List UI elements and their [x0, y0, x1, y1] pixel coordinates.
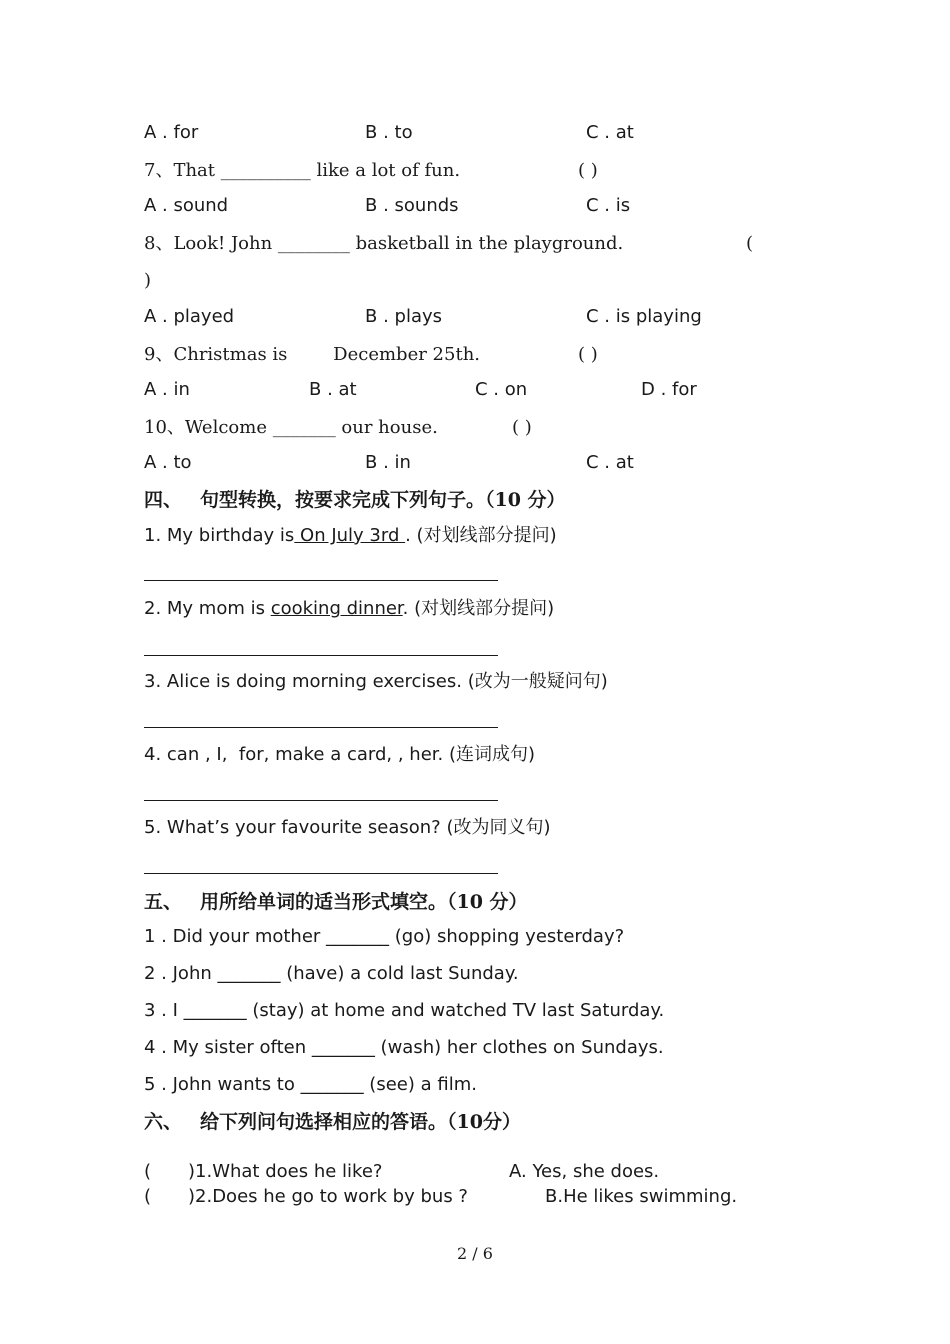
section4-heading: [144, 489, 566, 511]
q10-option-b: B . in: [365, 452, 411, 473]
q7-stem: 7、That __________ like a lot of fun.: [144, 160, 461, 181]
q9-answer-paren: ( ): [578, 344, 598, 365]
s4-item-2-instruction: . (对划线部分提问): [402, 598, 555, 619]
s4-item-4: 4. can , I, for, make a card, , her. (连词成句): [144, 744, 535, 765]
section5-title: 用所给单词的适当形式填空。（10 分）: [200, 891, 528, 913]
q6-option-c: C . at: [586, 122, 634, 143]
q8-paren-close: ): [144, 270, 152, 291]
s4-item-1-underlined: On July 3rd: [294, 525, 406, 546]
s5-item-5: 5 . John wants to _______ (see) a film.: [144, 1074, 477, 1095]
s5-item-1: 1 . Did your mother _______ (go) shopping yesterday?: [144, 926, 625, 947]
s5-item-3: 3 . I _______ (stay) at home and watched TV last Saturday.: [144, 1000, 665, 1021]
s4-item-1: [144, 525, 557, 547]
section6-heading: [144, 1111, 521, 1133]
s4-answer-line-5[interactable]: [144, 873, 498, 874]
s6-item-2-question: )2.Does he go to work by bus ?: [188, 1186, 468, 1207]
q6-option-b: B . to: [365, 122, 413, 143]
q7-option-a: A . sound: [144, 195, 229, 216]
q10-option-a: A . to: [144, 452, 192, 473]
s4-answer-line-2[interactable]: [144, 655, 498, 656]
s5-item-2: 2 . John _______ (have) a cold last Sunday.: [144, 963, 519, 984]
page-number: 2 / 6: [457, 1244, 493, 1263]
s4-item-5: 5. What’s your favourite season? (改为同义句): [144, 817, 551, 838]
s4-item-2: [144, 598, 554, 620]
s4-answer-line-3[interactable]: [144, 727, 498, 728]
q8-option-a: A . played: [144, 306, 235, 327]
q7-option-b: B . sounds: [365, 195, 459, 216]
s4-answer-line-4[interactable]: [144, 800, 498, 801]
section4-title: 句型转换，按要求完成下列句子。（10 分）: [200, 489, 566, 511]
q8-option-c: C . is playing: [586, 306, 702, 327]
q10-option-c: C . at: [586, 452, 634, 473]
q8-stem: 8、Look! John ________ basketball in the playground.: [144, 233, 624, 254]
q6-option-a: A . for: [144, 122, 199, 143]
s4-item-1-text: 1. My birthday is: [144, 525, 295, 546]
q8-paren-open: (: [746, 233, 754, 254]
s4-item-1-instruction: . (对划线部分提问): [405, 525, 557, 546]
section5-heading: [144, 891, 528, 913]
s6-answer-a: A. Yes, she does.: [509, 1161, 660, 1182]
section5-number: 五、: [144, 891, 183, 913]
section4-number: 四、: [144, 489, 183, 511]
s6-item-1-question: )1.What does he like?: [188, 1161, 383, 1182]
s6-item-1-paren: (: [144, 1161, 152, 1182]
q10-answer-paren: ( ): [512, 417, 532, 438]
q8-option-b: B . plays: [365, 306, 443, 327]
section6-number: 六、: [144, 1111, 183, 1133]
s4-item-2-underlined: cooking dinner: [270, 598, 403, 619]
q7-option-c: C . is: [586, 195, 631, 216]
s4-item-2-text: 2. My mom is: [144, 598, 271, 619]
s6-answer-b: B.He likes swimming.: [545, 1186, 738, 1207]
q7-answer-paren: ( ): [578, 160, 598, 181]
section6-title: 给下列问句选择相应的答语。（10分）: [200, 1111, 521, 1133]
s4-item-3: 3. Alice is doing morning exercises. (改为一般疑问句): [144, 671, 608, 692]
q9-stem: 9、Christmas is December 25th.: [144, 344, 481, 365]
s5-item-4: 4 . My sister often _______ (wash) her clothes on Sundays.: [144, 1037, 664, 1058]
s4-answer-line-1[interactable]: [144, 580, 498, 581]
q9-option-b: B . at: [309, 379, 357, 400]
q9-option-a: A . in: [144, 379, 190, 400]
q9-option-d: D . for: [641, 379, 697, 400]
q10-stem: 10、Welcome _______ our house.: [144, 417, 438, 438]
s6-item-2-paren: (: [144, 1186, 152, 1207]
q9-option-c: C . on: [475, 379, 528, 400]
